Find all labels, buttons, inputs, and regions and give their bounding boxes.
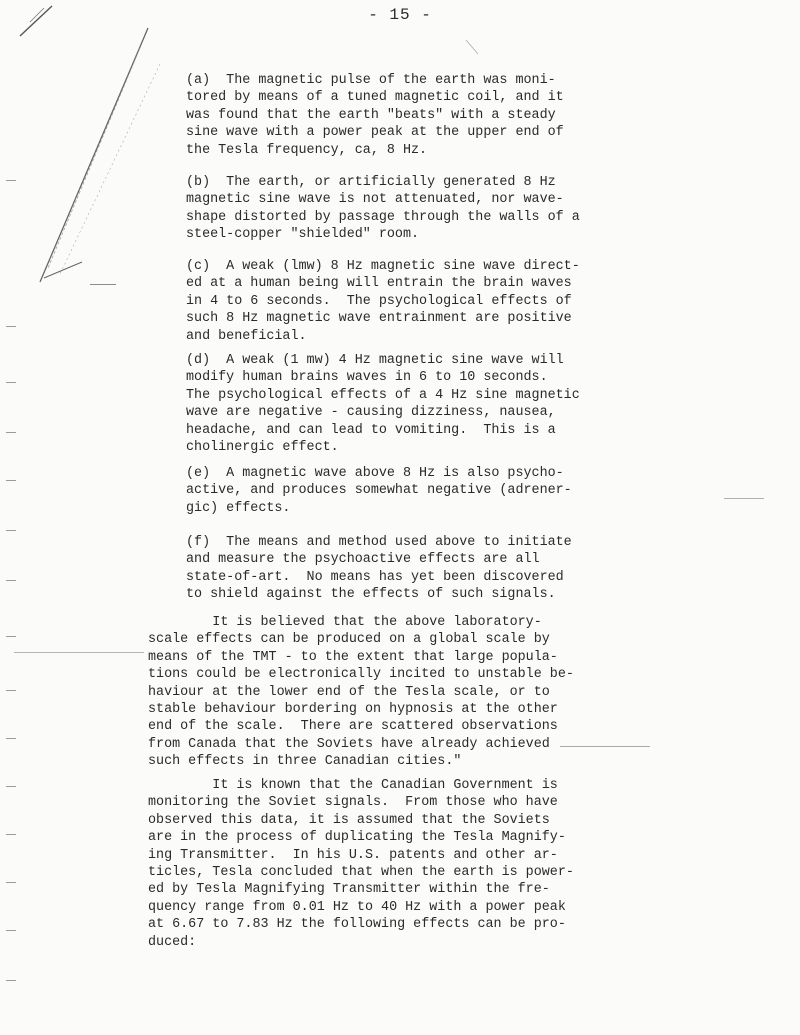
margin-tick	[6, 930, 16, 931]
paragraph-d: (d) A weak (1 mw) 4 Hz magnetic sine wave will modify human brains waves in 6 to 10 seconds. The psychological effects of a 4 Hz sine magnetic wave are negative - causing dizziness, nausea, headache, and can lead to vomiting. This is a cholinergic effect.	[186, 353, 580, 456]
margin-tick	[6, 530, 16, 531]
margin-tick	[6, 326, 16, 327]
margin-tick	[6, 580, 16, 581]
paragraph-b: (b) The earth, or artificially generated 8 Hz magnetic sine wave is not attenuated, nor wave- shape distorted by passage through the walls of a steel-copper "shielded" room.	[186, 175, 580, 243]
margin-tick	[6, 180, 16, 181]
margin-tick	[6, 834, 16, 835]
margin-dash	[14, 652, 144, 653]
margin-tick	[6, 636, 16, 637]
margin-tick	[6, 690, 16, 691]
paragraph-e: (e) A magnetic wave above 8 Hz is also psycho- active, and produces somewhat negative (adrener- gic) effects.	[186, 466, 572, 516]
margin-tick	[6, 432, 16, 433]
margin-tick	[6, 480, 16, 481]
margin-dash	[90, 284, 116, 285]
paragraph-tmt-effects: It is believed that the above laboratory- scale effects can be produced on a global scale by means of the TMT - to the extent that large popula- tions could be electronically incited to unstable be- haviour at the lower end of the Tesla scale, or to stable behaviour bordering on hypnosis at the other end of the scale. There are scattered observations from Canada that the Soviets have already achieved such effects in three Canadian cities."	[148, 615, 574, 770]
margin-dash	[724, 498, 764, 499]
paragraph-c: (c) A weak (lmw) 8 Hz magnetic sine wave direct- ed at a human being will entrain the brain waves in 4 to 6 seconds. The psychological effects of such 8 Hz magnetic wave entrainment are positive and beneficial.	[186, 259, 580, 344]
paragraph-a: (a) The magnetic pulse of the earth was moni- tored by means of a tuned magnetic coil, and it was found that the earth "beats" with a steady sine wave with a power peak at the upper end of the Tesla frequency, ca, 8 Hz.	[186, 73, 564, 158]
margin-tick	[6, 980, 16, 981]
page-number: - 15 -	[368, 6, 432, 24]
margin-tick	[6, 382, 16, 383]
paragraph-f: (f) The means and method used above to initiate and measure the psychoactive effects are all state-of-art. No means has yet been discovered to shield against the effects of such signals.	[186, 535, 572, 603]
margin-dash	[560, 746, 650, 747]
paragraph-canadian-monitoring: It is known that the Canadian Government is monitoring the Soviet signals. From those who have observed this data, it is assumed that the Soviets are in the process of duplicating the Tesla Magnify- ing Transmitter. In his U.S. patents and other ar- ticles, Tesla concluded that when the earth is power- ed by Tesla Magnifying Transmitter within the fre- quency range from 0.01 Hz to 40 Hz with a power peak at 6.67 to 7.83 Hz the following effects can be pro- duced:	[148, 778, 574, 950]
margin-tick	[6, 786, 16, 787]
margin-tick	[6, 882, 16, 883]
margin-tick	[6, 738, 16, 739]
